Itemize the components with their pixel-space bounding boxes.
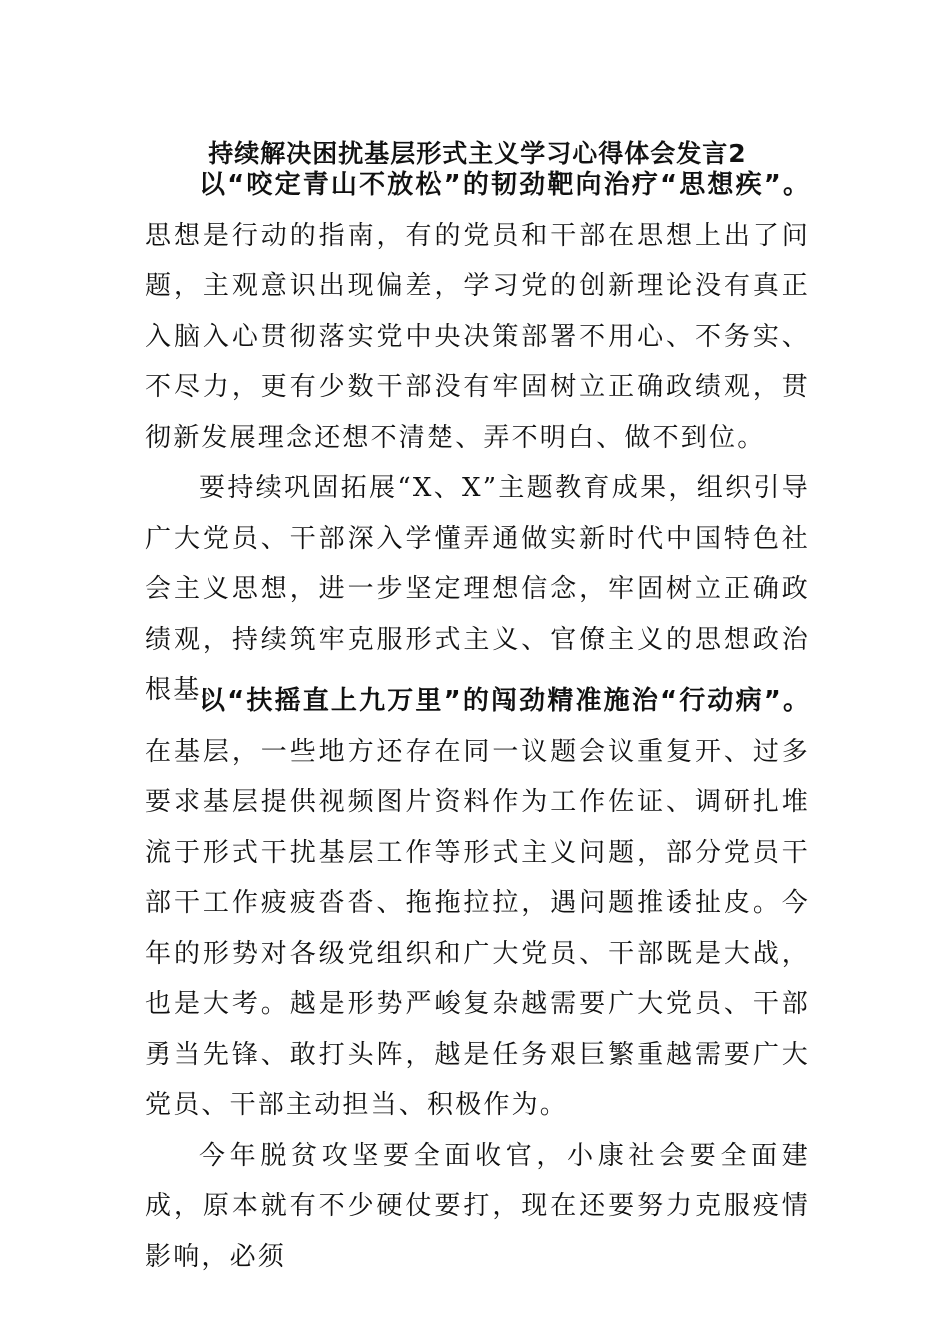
section-1-paragraph: 要持续巩固拓展“X、X”主题教育成果，组织引导广大党员、干部深入学懂弄通做实新时代中国特色社会主义思想，进一步坚定理想信念，牢固树立正确政绩观，持续筑牢克服形式主义、官僚主义的思想政治根基。 (145, 473, 810, 705)
section-2-paragraph: 今年脱贫攻坚要全面收官，小康社会要全面建成，原本就有不少硬仗要打，现在还要努力克服疫情影响，必须 (145, 1140, 810, 1272)
section-1-lead-paragraph (145, 160, 810, 463)
section-2-intro: 在基层，一些地方还存在同一议题会议重复开、过多要求基层提供视频图片资料作为工作佐证、调研扎堆流于形式干扰基层工作等形式主义问题，部分党员干部干工作疲疲沓沓、拖拖拉拉，遇问题推诿扯皮。今年的形势对各级党组织和广大党员、干部既是大战，也是大考。越是形势严峻复杂越需要广大党员、干部勇当先锋、敢打头阵，越是任务艰巨繁重越需要广大党员、干部主动担当、积极作为。 (145, 736, 810, 1120)
section-2-heading: 以“扶摇直上九万里”的闯劲精准施治“行动病”。 (199, 686, 810, 716)
section-1-intro: 思想是行动的指南，有的党员和干部在思想上出了问题，主观意识出现偏差，学习党的创新理论没有真正入脑入心贯彻落实党中央决策部署不用心、不务实、不尽力，更有少数干部没有牢固树立正确政绩观，贯彻新发展理念还想不清楚、弄不明白、做不到位。 (145, 220, 810, 453)
section-2-lead-paragraph (145, 676, 810, 1131)
document-title: 持续解决困扰基层形式主义学习心得体会发言2 (208, 139, 747, 168)
section-1 (145, 160, 810, 716)
section-1-heading: 以“咬定青山不放松”的韧劲靶向治疗“思想疾”。 (199, 170, 810, 200)
section-2 (145, 676, 810, 1282)
